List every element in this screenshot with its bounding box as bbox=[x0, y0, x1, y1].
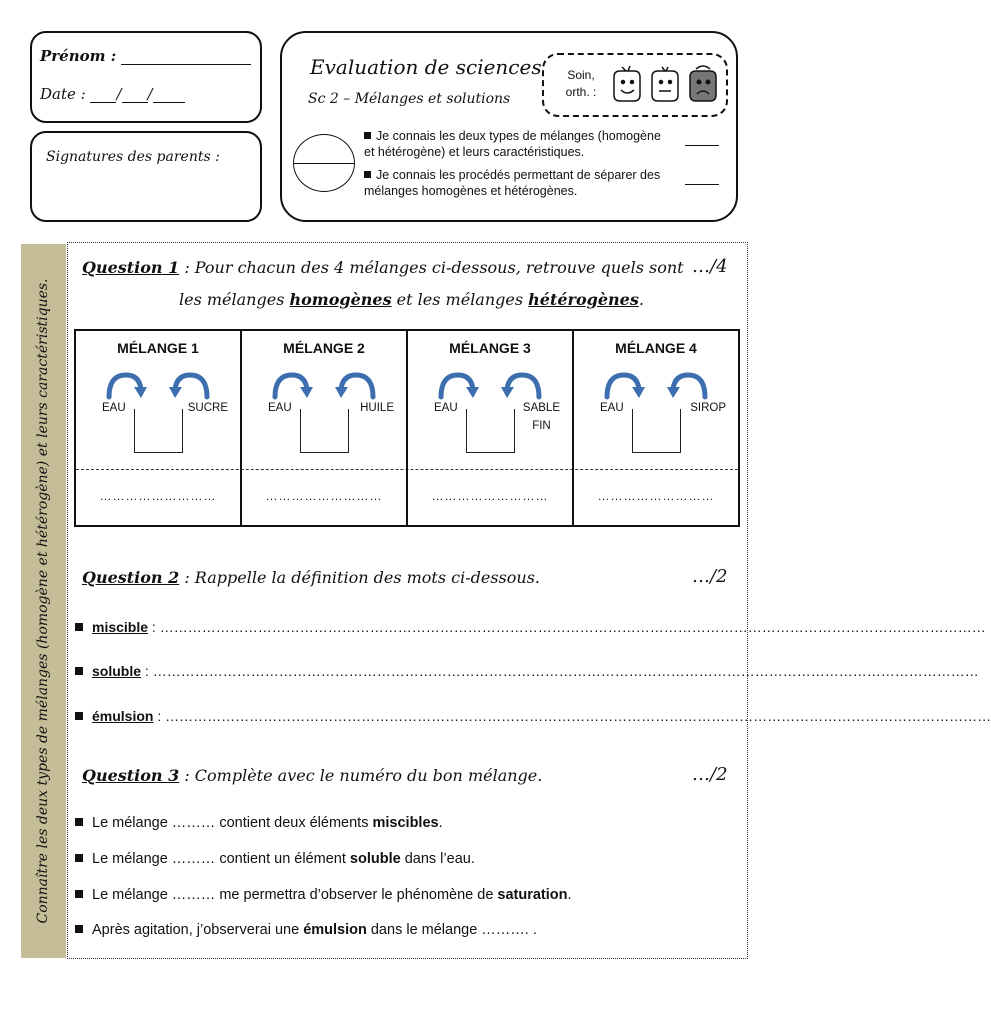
word-emulsion: émulsion bbox=[92, 708, 154, 724]
bullet-square-icon bbox=[75, 890, 83, 898]
definition-row-emulsion[interactable] bbox=[75, 708, 991, 724]
prenom-line bbox=[121, 64, 251, 65]
criterion-1-text: Je connais les deux types de mélanges (homogène et hétérogène) et leurs caractéristiques. bbox=[364, 129, 661, 159]
bullet-square-icon bbox=[75, 925, 83, 933]
beaker-icon bbox=[300, 409, 349, 453]
q3-item-3-keyword: saturation bbox=[497, 887, 568, 903]
ingredient-right-line-1: HUILE bbox=[360, 402, 394, 414]
prenom-label: Prénom : bbox=[40, 47, 117, 65]
criterion-1-line[interactable] bbox=[685, 145, 719, 146]
criterion-2-line[interactable] bbox=[685, 184, 719, 185]
mixture-cell bbox=[76, 331, 242, 525]
ingredient-left: EAU bbox=[102, 402, 126, 414]
q3-item-4[interactable] bbox=[75, 922, 537, 938]
q3-item-1-keyword: miscibles bbox=[372, 815, 439, 831]
pour-arrow-left-icon bbox=[168, 373, 210, 399]
mixture-title: MÉLANGE 1 bbox=[117, 340, 199, 356]
q1-text-c: et les mélanges bbox=[391, 290, 529, 309]
page-subtitle: Sc 2 – Mélanges et solutions bbox=[308, 91, 511, 107]
pour-arrow-left-icon bbox=[334, 373, 376, 399]
q1-score: …/4 bbox=[692, 256, 728, 277]
pour-arrow-right-icon bbox=[438, 373, 480, 399]
q3-item-3[interactable] bbox=[75, 887, 572, 903]
definition-colon: : bbox=[148, 619, 160, 635]
bullet-square-icon bbox=[75, 623, 83, 631]
q3-line bbox=[82, 766, 542, 785]
score-circle bbox=[293, 134, 355, 192]
definition-dots: …………………………………………………………………………………………………………………………………………………………… bbox=[165, 708, 991, 724]
q3-item-3-text: Le mélange ……… me permettra d’observer le phénomène de bbox=[92, 887, 498, 903]
page-title: Evaluation de sciences bbox=[310, 55, 542, 79]
mixtures-table bbox=[74, 329, 740, 527]
q3-item-2[interactable] bbox=[75, 851, 475, 867]
q3-number: Question 3 bbox=[82, 766, 180, 785]
q2-text: : Rappelle la définition des mots ci-dessous. bbox=[179, 568, 540, 587]
mixture-answer-field[interactable]: ……………………… bbox=[431, 489, 549, 503]
beaker-icon bbox=[466, 409, 515, 453]
definition-colon: : bbox=[153, 708, 166, 724]
mixture-title: MÉLANGE 4 bbox=[615, 340, 697, 356]
q1-number: Question 1 bbox=[82, 258, 180, 277]
q3-text: : Complète avec le numéro du bon mélange. bbox=[179, 766, 543, 785]
ingredient-right-line-1: SIROP bbox=[690, 402, 726, 414]
word-miscible: miscible bbox=[92, 619, 149, 635]
q3-score: …/2 bbox=[692, 764, 728, 785]
date-day-line bbox=[90, 102, 116, 103]
orth-label: orth. : bbox=[565, 85, 597, 99]
pour-arrow-right-icon bbox=[272, 373, 314, 399]
q2-number: Question 2 bbox=[82, 568, 180, 587]
smiley-faces bbox=[610, 63, 722, 107]
q1-line-1 bbox=[82, 258, 684, 277]
q1-text-a: : Pour chacun des 4 mélanges ci-dessous, retrouve quels sont bbox=[179, 258, 684, 277]
beaker-icon bbox=[632, 409, 681, 453]
signature-box[interactable] bbox=[30, 131, 262, 222]
neutral-face-icon[interactable] bbox=[652, 67, 678, 101]
date-sep-1: / bbox=[116, 85, 122, 103]
date-year-line bbox=[153, 102, 185, 103]
ingredient-right bbox=[523, 399, 560, 435]
competence-label: Connaître les deux types de mélanges (homogène et hétérogène) et leurs caractéristiques. bbox=[35, 278, 51, 924]
definition-colon: : bbox=[141, 663, 153, 679]
mixture-answer-field[interactable]: ……………………… bbox=[597, 489, 715, 503]
pour-arrow-right-icon bbox=[106, 373, 148, 399]
q2-line bbox=[82, 568, 540, 587]
mixture-answer-field[interactable]: ……………………… bbox=[265, 489, 383, 503]
q3-item-4-end: dans le mélange ………. . bbox=[366, 922, 537, 938]
q3-item-2-text: Le mélange ……… contient un élément bbox=[92, 851, 350, 867]
pour-arrow-left-icon bbox=[666, 373, 708, 399]
q3-item-2-keyword: soluble bbox=[349, 851, 401, 867]
prenom-field[interactable] bbox=[40, 47, 251, 65]
definition-dots: …………………………………………………………………………………………………………………………………………………………… bbox=[152, 663, 979, 679]
bullet-square-icon bbox=[364, 171, 371, 178]
q3-item-1-end: . bbox=[438, 815, 443, 831]
definition-dots: …………………………………………………………………………………………………………………………………………………………… bbox=[159, 619, 986, 635]
definition-row-miscible[interactable] bbox=[75, 619, 986, 635]
date-sep-2: / bbox=[147, 85, 153, 103]
soin-label: Soin, bbox=[567, 68, 595, 82]
mixture-title: MÉLANGE 3 bbox=[449, 340, 531, 356]
q3-item-2-end: dans l’eau. bbox=[400, 851, 475, 867]
date-field[interactable] bbox=[40, 85, 185, 103]
date-month-line bbox=[122, 102, 148, 103]
q3-item-1[interactable] bbox=[75, 815, 443, 831]
q1-word-heterogene: hétérogènes bbox=[528, 290, 639, 309]
ingredient-right bbox=[188, 399, 228, 417]
q3-item-4-keyword: émulsion bbox=[303, 922, 367, 938]
q3-item-3-end: . bbox=[567, 887, 572, 903]
signature-label: Signatures des parents : bbox=[46, 149, 220, 165]
mixture-cell bbox=[574, 331, 738, 525]
ingredient-right bbox=[690, 399, 726, 417]
ingredient-right-line-1: SUCRE bbox=[187, 402, 228, 414]
ingredient-left: EAU bbox=[434, 402, 458, 414]
criterion-2-text: Je connais les procédés permettant de séparer des mélanges homogènes et hétérogènes. bbox=[364, 168, 661, 198]
pour-arrow-right-icon bbox=[604, 373, 646, 399]
q1-word-homogene: homogènes bbox=[289, 290, 392, 309]
bullet-square-icon bbox=[75, 818, 83, 826]
mixture-title: MÉLANGE 2 bbox=[283, 340, 365, 356]
bullet-square-icon bbox=[75, 712, 83, 720]
q3-item-1-text: Le mélange ……… contient deux éléments bbox=[92, 815, 373, 831]
mixture-cell bbox=[242, 331, 408, 525]
bullet-square-icon bbox=[364, 132, 371, 139]
q3-item-4-text: Après agitation, j’observerai une bbox=[92, 922, 304, 938]
mixture-cell bbox=[408, 331, 574, 525]
definition-row-soluble[interactable] bbox=[75, 663, 979, 679]
bullet-square-icon bbox=[75, 667, 83, 675]
soin-box bbox=[542, 53, 728, 117]
q1-line-2 bbox=[179, 290, 644, 309]
identity-box bbox=[30, 31, 262, 123]
word-soluble: soluble bbox=[92, 663, 142, 679]
q1-text-b: les mélanges bbox=[179, 290, 290, 309]
bullet-square-icon bbox=[75, 854, 83, 862]
mixture-answer-field[interactable]: ……………………… bbox=[99, 489, 217, 503]
ingredient-right bbox=[360, 399, 394, 417]
header-box bbox=[280, 31, 738, 222]
ingredient-left: EAU bbox=[600, 402, 624, 414]
criterion-1 bbox=[364, 128, 674, 160]
q1-text-d: . bbox=[638, 290, 644, 309]
pour-arrow-left-icon bbox=[500, 373, 542, 399]
sad-face-icon[interactable] bbox=[690, 66, 716, 101]
happy-face-icon[interactable] bbox=[614, 66, 640, 101]
ingredient-right-line-2: FIN bbox=[532, 420, 551, 432]
beaker-icon bbox=[134, 409, 183, 453]
date-label: Date : bbox=[40, 85, 86, 103]
ingredient-right-line-1: SABLE bbox=[522, 402, 560, 414]
criterion-2 bbox=[364, 167, 674, 199]
ingredient-left: EAU bbox=[268, 402, 292, 414]
q2-score: …/2 bbox=[692, 566, 728, 587]
